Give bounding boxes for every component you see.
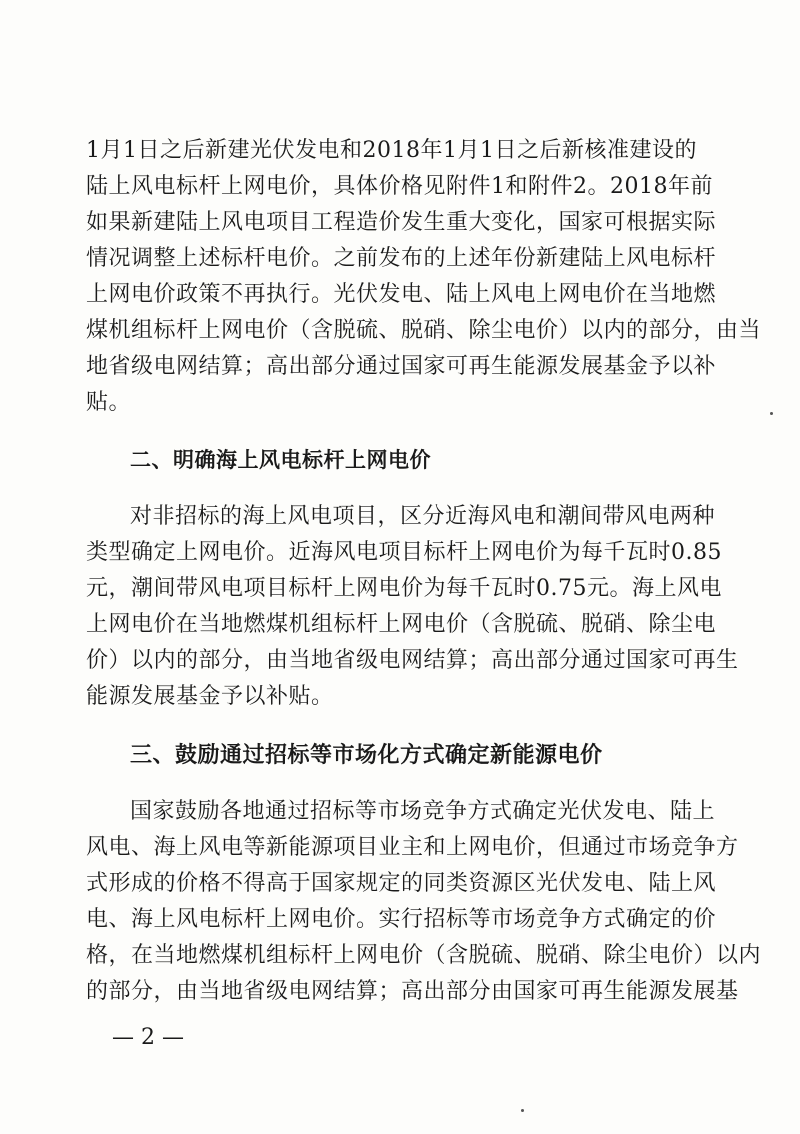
body-text-line: 风电、海上风电等新能源项目业主和上网电价，但通过市场竞争方 bbox=[86, 835, 739, 860]
scan-speck bbox=[770, 412, 773, 415]
body-text-line: 地省级电网结算；高出部分通过国家可再生能源发展基金予以补 bbox=[86, 354, 717, 379]
body-text-line: 贴。 bbox=[86, 390, 132, 415]
scan-speck bbox=[521, 1109, 524, 1112]
section-heading: 三、鼓励通过招标等市场化方式确定新能源电价 bbox=[130, 743, 603, 768]
body-text-line: 元，潮间带风电项目标杆上网电价为每千瓦时0.75元。海上风电 bbox=[86, 576, 722, 601]
body-text-line: 1月1日之后新建光伏发电和2018年1月1日之后新核准建设的 bbox=[86, 138, 697, 163]
body-text-line: 式形成的价格不得高于国家规定的同类资源区光伏发电、陆上风 bbox=[86, 871, 717, 896]
body-text-line: 陆上风电标杆上网电价，具体价格见附件1和附件2。2018年前 bbox=[86, 174, 713, 199]
body-text-line: 的部分，由当地省级电网结算；高出部分由国家可再生能源发展基 bbox=[86, 979, 739, 1004]
body-text-line: 煤机组标杆上网电价（含脱硫、脱硝、除尘电价）以内的部分，由当 bbox=[86, 318, 762, 343]
section-heading: 二、明确海上风电标杆上网电价 bbox=[130, 448, 431, 472]
body-text-line: 上网电价政策不再执行。光伏发电、陆上风电上网电价在当地燃 bbox=[86, 282, 717, 307]
body-text-line: 电、海上风电标杆上网电价。实行招标等市场竞争方式确定的价 bbox=[86, 907, 717, 932]
page-number: — 2 — bbox=[112, 1025, 184, 1050]
body-text-line: 类型确定上网电价。近海风电项目标杆上网电价为每千瓦时0.85 bbox=[86, 540, 722, 565]
body-text-line: 对非招标的海上风电项目，区分近海风电和潮间带风电两种 bbox=[130, 504, 716, 529]
body-text-line: 价）以内的部分，由当地省级电网结算；高出部分通过国家可再生 bbox=[86, 648, 739, 673]
body-text-line: 能源发展基金予以补贴。 bbox=[86, 684, 334, 709]
body-text-line: 格，在当地燃煤机组标杆上网电价（含脱硫、脱硝、除尘电价）以内 bbox=[86, 943, 762, 968]
body-text-line: 上网电价在当地燃煤机组标杆上网电价（含脱硫、脱硝、除尘电 bbox=[86, 612, 717, 637]
body-text-line: 情况调整上述标杆电价。之前发布的上述年份新建陆上风电标杆 bbox=[86, 246, 717, 271]
body-text-line: 国家鼓励各地通过招标等市场竞争方式确定光伏发电、陆上 bbox=[130, 799, 716, 824]
body-text-line: 如果新建陆上风电项目工程造价发生重大变化，国家可根据实际 bbox=[86, 210, 717, 235]
